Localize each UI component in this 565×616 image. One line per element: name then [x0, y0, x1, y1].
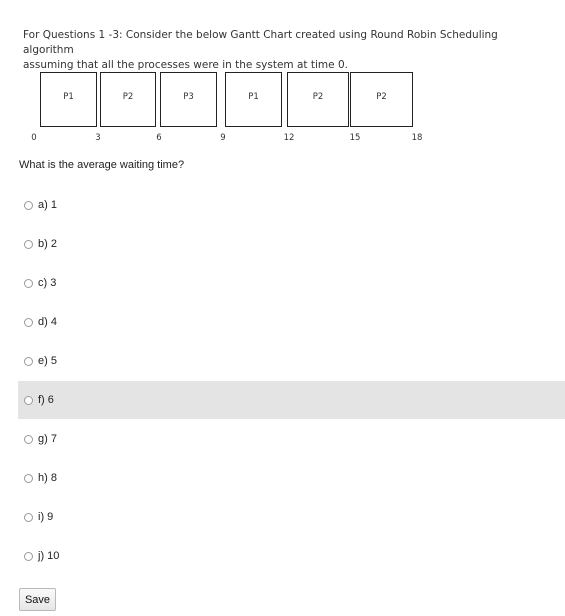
option-j[interactable] — [18, 537, 565, 575]
radio-button[interactable] — [24, 474, 33, 483]
radio-button[interactable] — [24, 552, 33, 561]
question-image — [14, 14, 534, 148]
option-h[interactable] — [18, 459, 565, 497]
radio-button[interactable] — [24, 396, 33, 405]
gantt-tick-12: 12 — [283, 133, 295, 143]
save-button[interactable]: Save — [19, 588, 56, 611]
gantt-cell-2: P2 — [100, 72, 156, 127]
option-c[interactable] — [18, 264, 565, 302]
option-d[interactable] — [18, 303, 565, 341]
gantt-tick-18: 18 — [411, 133, 423, 143]
option-label: d) 4 — [38, 316, 57, 328]
gantt-cell-3: P3 — [160, 72, 217, 127]
option-g[interactable] — [18, 420, 565, 458]
question-prompt: What is the average waiting time? — [19, 159, 185, 171]
option-label: c) 3 — [38, 277, 57, 289]
option-a[interactable] — [18, 186, 565, 224]
gantt-chart — [14, 14, 534, 148]
option-label: j) 10 — [38, 550, 60, 562]
radio-button[interactable] — [24, 240, 33, 249]
intro-line-1: For Questions 1 -3: Consider the below Gantt Chart created using Round Robin Scheduling algorithm — [23, 29, 498, 56]
radio-button[interactable] — [24, 279, 33, 288]
gantt-cell-4: P1 — [225, 72, 282, 127]
option-label: h) 8 — [38, 472, 57, 484]
intro-line-2: assuming that all the processes were in the system at time 0. — [23, 59, 348, 71]
gantt-tick-9: 9 — [220, 133, 226, 143]
gantt-tick-3: 3 — [95, 133, 101, 143]
option-label: e) 5 — [38, 355, 57, 367]
radio-button[interactable] — [24, 513, 33, 522]
option-label: i) 9 — [38, 511, 54, 523]
gantt-cell-1: P1 — [40, 72, 97, 127]
radio-button[interactable] — [24, 201, 33, 210]
radio-button[interactable] — [24, 435, 33, 444]
option-i[interactable] — [18, 498, 565, 536]
gantt-tick-0: 0 — [31, 133, 37, 143]
option-label: a) 1 — [38, 199, 57, 211]
radio-button[interactable] — [24, 357, 33, 366]
option-b[interactable] — [18, 225, 565, 263]
gantt-cell-6: P2 — [350, 72, 413, 127]
gantt-tick-15: 15 — [349, 133, 361, 143]
gantt-cell-5: P2 — [287, 72, 349, 127]
option-label: g) 7 — [38, 433, 57, 445]
option-label: b) 2 — [38, 238, 57, 250]
radio-button[interactable] — [24, 318, 33, 327]
option-label: f) 6 — [38, 394, 54, 406]
gantt-tick-6: 6 — [156, 133, 162, 143]
option-e[interactable] — [18, 342, 565, 380]
option-f[interactable] — [18, 381, 565, 419]
